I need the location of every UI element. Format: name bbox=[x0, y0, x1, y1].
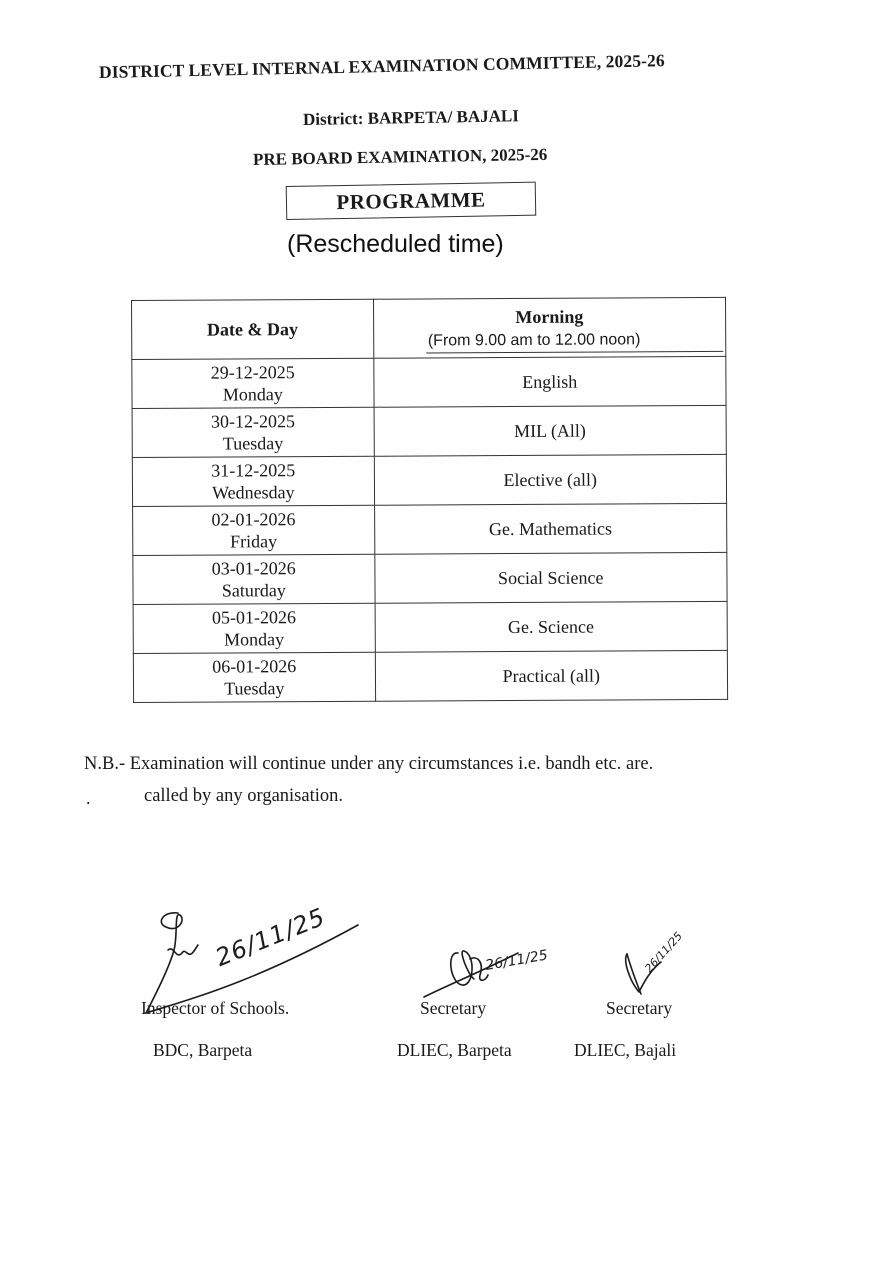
schedule-table bbox=[131, 297, 728, 703]
signatory-3-office: DLIEC, Bajali bbox=[574, 1040, 677, 1060]
date-cell bbox=[133, 603, 375, 653]
date-cell bbox=[132, 407, 374, 457]
exam-heading: PRE BOARD EXAMINATION, 2025-26 bbox=[252, 144, 548, 169]
date-cell bbox=[133, 505, 375, 555]
table-row bbox=[132, 405, 726, 457]
note-bullet: . bbox=[86, 788, 91, 808]
signatory-2-office: DLIEC, Barpeta bbox=[397, 1040, 512, 1060]
subject-cell: Practical (all) bbox=[375, 650, 728, 701]
district-heading: District: BARPETA/ BAJALI bbox=[302, 106, 520, 129]
row-day: Tuesday bbox=[224, 678, 285, 699]
signatory-2-title: Secretary bbox=[420, 998, 487, 1018]
signatory-3-signed-date: 26/11/25 bbox=[642, 929, 686, 975]
signatory-1-title: Inspector of Schools. bbox=[141, 998, 290, 1018]
table-row bbox=[133, 552, 727, 604]
date-cell bbox=[132, 456, 374, 506]
subject-cell: English bbox=[373, 356, 726, 407]
row-date: 30-12-2025 bbox=[210, 411, 295, 432]
table-row bbox=[132, 454, 726, 506]
note-line-1: N.B.- Examination will continue under any circumstances i.e. bandh etc. are. bbox=[84, 754, 654, 774]
subject-cell: Ge. Mathematics bbox=[374, 503, 727, 554]
row-date: 05-01-2026 bbox=[211, 607, 297, 628]
row-date: 02-01-2026 bbox=[211, 509, 296, 530]
table-header-row bbox=[132, 297, 726, 359]
row-date: 06-01-2026 bbox=[212, 656, 297, 677]
programme-title: PROGRAMME bbox=[336, 187, 486, 214]
table-row bbox=[132, 356, 726, 408]
table-row bbox=[133, 650, 727, 702]
row-date: 29-12-2025 bbox=[210, 362, 295, 383]
table-row bbox=[133, 601, 727, 653]
row-day: Saturday bbox=[221, 580, 286, 601]
subject-cell: Elective (all) bbox=[374, 454, 727, 505]
date-cell bbox=[133, 554, 375, 604]
header-morning: Morning bbox=[515, 306, 584, 327]
header-session bbox=[373, 297, 726, 358]
row-date: 03-01-2026 bbox=[211, 558, 296, 579]
programme-title-box bbox=[286, 182, 537, 220]
row-date: 31-12-2025 bbox=[211, 460, 296, 481]
signatory-1-signed-date: 26/11/25 bbox=[211, 902, 330, 972]
subject-cell: Social Science bbox=[374, 552, 727, 603]
subject-cell: Ge. Science bbox=[375, 601, 728, 652]
signatory-1-office: BDC, Barpeta bbox=[153, 1040, 253, 1060]
committee-heading: DISTRICT LEVEL INTERNAL EXAMINATION COMMITTEE, 2025-26 bbox=[98, 50, 665, 82]
row-day: Wednesday bbox=[211, 482, 295, 503]
table-row bbox=[133, 503, 727, 555]
date-cell bbox=[132, 358, 374, 408]
row-day: Friday bbox=[230, 531, 278, 552]
signatory-3-title: Secretary bbox=[606, 998, 673, 1018]
row-day: Monday bbox=[222, 384, 283, 405]
signatory-2-signed-date: 26/11/25 bbox=[484, 947, 549, 974]
subject-cell: MIL (All) bbox=[374, 405, 727, 456]
rescheduled-subtitle: (Rescheduled time) bbox=[287, 230, 504, 258]
row-day: Monday bbox=[224, 629, 285, 650]
header-date-day: Date & Day bbox=[132, 299, 374, 359]
row-day: Tuesday bbox=[222, 433, 284, 454]
header-session-time: (From 9.00 am to 12.00 noon) bbox=[426, 329, 724, 354]
date-cell bbox=[133, 652, 375, 702]
note-line-2: called by any organisation. bbox=[144, 786, 343, 806]
